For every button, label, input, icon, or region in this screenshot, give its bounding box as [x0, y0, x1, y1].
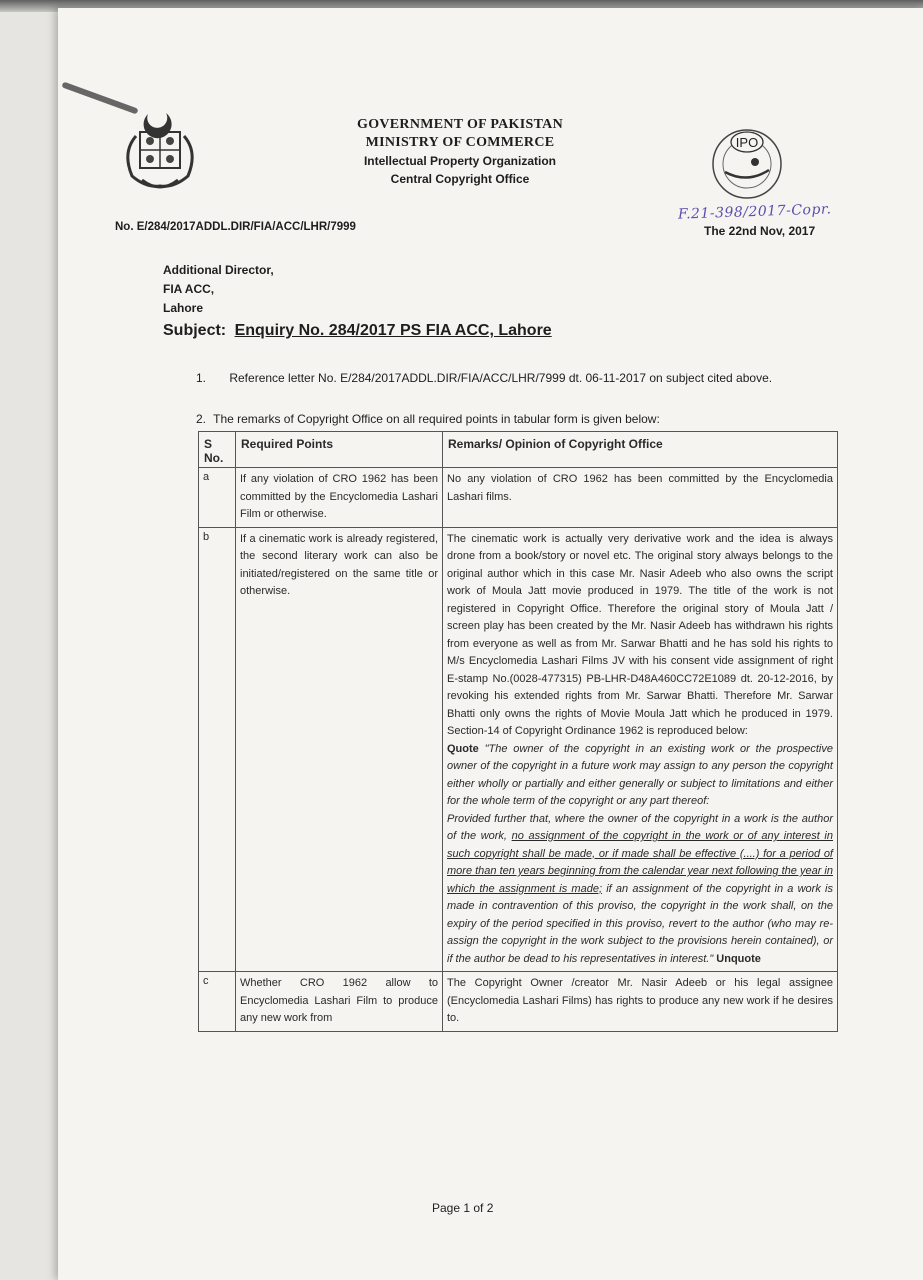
- required-point: Whether CRO 1962 allow to Encyclomedia Lashari Film to produce any new work from: [240, 977, 438, 1024]
- addressee-line: FIA ACC,: [163, 282, 215, 296]
- letterhead-ministry: MINISTRY OF COMMERCE: [365, 135, 555, 150]
- paragraph-1: [196, 369, 838, 388]
- handwritten-file-number: F.21-398/2017-Copr.: [677, 201, 832, 223]
- subject-label: Subject:: [163, 322, 227, 339]
- quote-text: "The owner of the copyright in an existing work or the prospective owner of the copyright in a future work may assign to any person the copyright either wholly or partially and either generally or subject to limitations and either for the whole term of the copyright or any part thereof:: [447, 742, 833, 807]
- paragraph-2: [196, 410, 846, 429]
- reference-number: No. E/284/2017ADDL.DIR/FIA/ACC/LHR/7999: [115, 221, 356, 233]
- row-serial: c: [199, 972, 236, 1032]
- paragraph-text: The remarks of Copyright Office on all required points in tabular form is given below:: [213, 412, 660, 426]
- quote-text: Provided further that, where the owner of the copyright in a work is the author of the work,: [447, 812, 833, 842]
- addressee-line: Lahore: [163, 301, 204, 315]
- remark: The cinematic work is actually very derivative work and the idea is always drone from a book/story or novel etc. The original story always belongs to the original author which in this case Mr. Nasir Adeeb who also owns the script work of Moula Jatt movie produced in 1979. The title of the work is not registered in Copyright Office. Therefore the original story of Moula Jatt / screen play has been created by the Mr. Nasir Adeeb has withdrawn his rights from everyone as well as from Mr. Sarwar Bhatti and he has sold his rights to M/s Encyclomedia Lashari Films JV with his consent vide assignment of right E-stamp No.(0028-477315) PB-LHR-D48A460CC72E1089 dt. 20-12-2016, by revoking his extended rights from Mr. Sarwar Bhatti. Therefore Mr. Sarwar Bhatti only owns the rights of Movie Moula Jatt which he produced in 1979. Section-14 of Copyright Ordinance 1962 is reproduced below:: [447, 532, 833, 737]
- column-header-required-points: Required Points: [236, 432, 443, 468]
- table-row: [199, 972, 838, 1032]
- required-point: If any violation of CRO 1962 has been committed by the Encyclomedia Lashari Film or otherwise.: [240, 473, 438, 520]
- letter-date: The 22nd Nov, 2017: [704, 224, 816, 238]
- column-header-s-no: S No.: [199, 432, 236, 468]
- quote-label: Quote: [447, 742, 479, 755]
- table-row: [199, 527, 838, 972]
- paragraph-text: Reference letter No. E/284/2017ADDL.DIR/FIA/ACC/LHR/7999 dt. 06-11-2017 on subject cited above.: [229, 371, 773, 385]
- svg-text:IPO: IPO: [735, 135, 759, 150]
- addressee-line: Additional Director,: [163, 263, 274, 277]
- letterhead: [310, 116, 610, 188]
- unquote-label: Unquote: [716, 952, 761, 965]
- remark: The Copyright Owner /creator Mr. Nasir Adeeb or his legal assignee (Encyclomedia Lashari Films) has rights to produce any new work if he desires to.: [447, 977, 833, 1024]
- row-serial: a: [199, 468, 236, 528]
- paragraph-number: 1.: [196, 371, 207, 385]
- required-point: If a cinematic work is already registered, the second literary work can also be initiated/registered on the same title or otherwise.: [240, 532, 438, 597]
- ipo-logo-icon: [695, 122, 800, 200]
- table-header-row: [199, 432, 838, 468]
- quote-text: if an assignment of the copyright in a work is made in contravention of this proviso, the copyright in the work shall, on the expiry of the period specified in this proviso, revert to the author (who may re-assign the copyright in the work subject to the provisions herein contained), or if the author be dead to his representatives in interest.": [447, 882, 833, 965]
- table-row: [199, 468, 838, 528]
- row-serial: b: [199, 527, 236, 972]
- state-emblem-icon: [118, 108, 202, 196]
- remark: No any violation of CRO 1962 has been committed by the Encyclomedia Lashari films.: [447, 473, 833, 503]
- quote-paragraph-2: [447, 811, 833, 969]
- subject-value: Enquiry No. 284/2017 PS FIA ACC, Lahore: [234, 322, 552, 339]
- letterhead-government: GOVERNMENT OF PAKISTAN: [357, 117, 563, 132]
- quote-paragraph-1: [447, 741, 833, 811]
- subject-line: [163, 322, 552, 340]
- page-number: Page 1 of 2: [432, 1201, 494, 1215]
- paragraph-number: 2.: [196, 412, 207, 426]
- letterhead-organization: Intellectual Property Organization: [363, 154, 557, 168]
- quote-underlined-text: no assignment of the copyright in the work or of any interest in such copyright shall be made, or if made shall be effective (....) for a period of more than ten years beginning from the calendar year next following the year in which the assignment is made;: [447, 830, 833, 895]
- letterhead-office: Central Copyright Office: [390, 172, 530, 186]
- column-header-remarks: Remarks/ Opinion of Copyright Office: [443, 432, 838, 468]
- remarks-table: [198, 431, 838, 1032]
- addressee-block: [163, 261, 274, 318]
